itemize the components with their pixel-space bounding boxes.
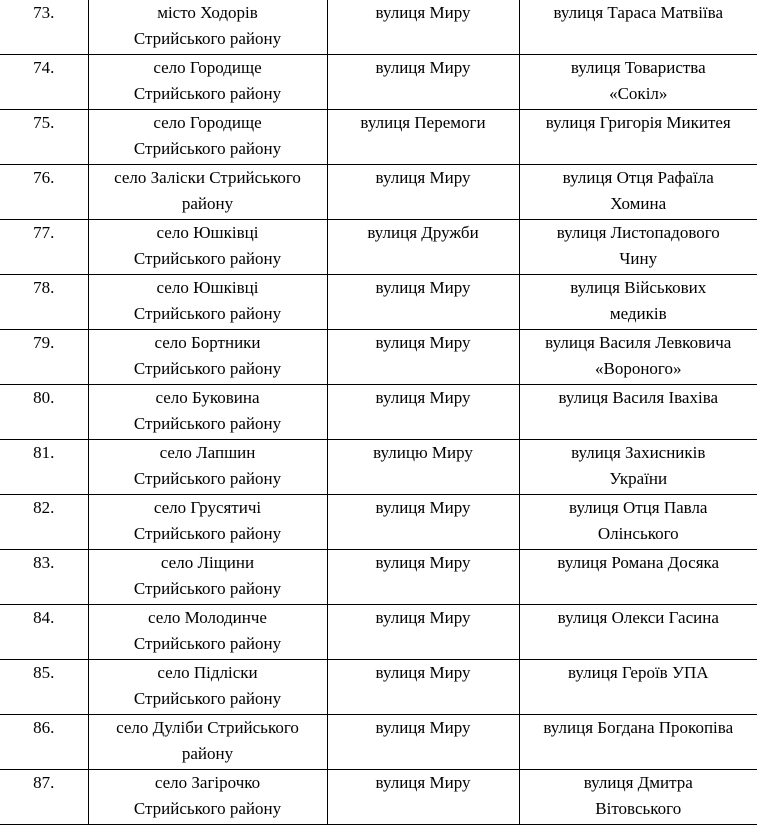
- settlement-name: село Юшківці Стрийського району: [88, 275, 327, 330]
- old-street-name: вулиця Дружби: [327, 220, 519, 275]
- old-street-name: вулиця Миру: [327, 0, 519, 55]
- new-street-name: вулиця Листопадового Чину: [519, 220, 757, 275]
- settlement-name: село Грусятичі Стрийського району: [88, 495, 327, 550]
- row-number: 75.: [0, 110, 88, 165]
- table-row: [0, 275, 757, 330]
- new-street-name: вулиця Героїв УПА: [519, 660, 757, 715]
- new-street-name: вулиця Романа Досяка: [519, 550, 757, 605]
- old-street-name: вулицю Миру: [327, 440, 519, 495]
- row-number: 79.: [0, 330, 88, 385]
- new-street-name: вулиця Григорія Микитея: [519, 110, 757, 165]
- row-number: 77.: [0, 220, 88, 275]
- row-number: 85.: [0, 660, 88, 715]
- old-street-name: вулиця Миру: [327, 660, 519, 715]
- old-street-name: вулиця Миру: [327, 385, 519, 440]
- new-street-name: вулиця Василя Івахіва: [519, 385, 757, 440]
- settlement-name: село Городище Стрийського району: [88, 110, 327, 165]
- row-number: 87.: [0, 770, 88, 825]
- settlement-name: село Юшківці Стрийського району: [88, 220, 327, 275]
- settlement-name: село Ліщини Стрийського району: [88, 550, 327, 605]
- settlement-name: село Дуліби Стрийського району: [88, 715, 327, 770]
- row-number: 80.: [0, 385, 88, 440]
- new-street-name: вулиця Богдана Прокопіва: [519, 715, 757, 770]
- row-number: 76.: [0, 165, 88, 220]
- new-street-name: вулиця Тараса Матвіїва: [519, 0, 757, 55]
- table-row: [0, 330, 757, 385]
- new-street-name: вулиця Отця Рафаїла Хомина: [519, 165, 757, 220]
- settlement-name: село Залiски Стрийського району: [88, 165, 327, 220]
- new-street-name: вулиця Захисників України: [519, 440, 757, 495]
- old-street-name: вулиця Миру: [327, 770, 519, 825]
- table-row: [0, 495, 757, 550]
- settlement-name: село Лапшин Стрийського району: [88, 440, 327, 495]
- old-street-name: вулиця Миру: [327, 330, 519, 385]
- old-street-name: вулиця Перемоги: [327, 110, 519, 165]
- table-row: [0, 165, 757, 220]
- old-street-name: вулиця Миру: [327, 715, 519, 770]
- new-street-name: вулиця Олекси Гасина: [519, 605, 757, 660]
- settlement-name: село Городище Стрийського району: [88, 55, 327, 110]
- table-row: [0, 715, 757, 770]
- row-number: 83.: [0, 550, 88, 605]
- table-row: [0, 440, 757, 495]
- row-number: 84.: [0, 605, 88, 660]
- settlement-name: село Буковина Стрийського району: [88, 385, 327, 440]
- row-number: 73.: [0, 0, 88, 55]
- settlement-name: село Підліски Стрийського району: [88, 660, 327, 715]
- new-street-name: вулиця Дмитра Вітовського: [519, 770, 757, 825]
- new-street-name: вулиця Отця Павла Олінського: [519, 495, 757, 550]
- table-row: [0, 660, 757, 715]
- settlement-name: село Молодинче Стрийського району: [88, 605, 327, 660]
- row-number: 81.: [0, 440, 88, 495]
- row-number: 82.: [0, 495, 88, 550]
- table-row: [0, 0, 757, 55]
- settlement-name: село Бортники Стрийського району: [88, 330, 327, 385]
- row-number: 86.: [0, 715, 88, 770]
- old-street-name: вулиця Миру: [327, 55, 519, 110]
- settlement-name: місто Ходорів Стрийського району: [88, 0, 327, 55]
- old-street-name: вулиця Миру: [327, 275, 519, 330]
- table-row: [0, 605, 757, 660]
- old-street-name: вулиця Миру: [327, 165, 519, 220]
- table-row: [0, 770, 757, 825]
- new-street-name: вулиця Військових медиків: [519, 275, 757, 330]
- old-street-name: вулиця Миру: [327, 605, 519, 660]
- table-row: [0, 220, 757, 275]
- new-street-name: вулиця Товариства «Сокіл»: [519, 55, 757, 110]
- table-row: [0, 550, 757, 605]
- old-street-name: вулиця Миру: [327, 550, 519, 605]
- old-street-name: вулиця Миру: [327, 495, 519, 550]
- new-street-name: вулиця Василя Левковича «Вороного»: [519, 330, 757, 385]
- settlement-name: село Загірочко Стрийського району: [88, 770, 327, 825]
- table-row: [0, 110, 757, 165]
- row-number: 78.: [0, 275, 88, 330]
- row-number: 74.: [0, 55, 88, 110]
- table-row: [0, 385, 757, 440]
- table-row: [0, 55, 757, 110]
